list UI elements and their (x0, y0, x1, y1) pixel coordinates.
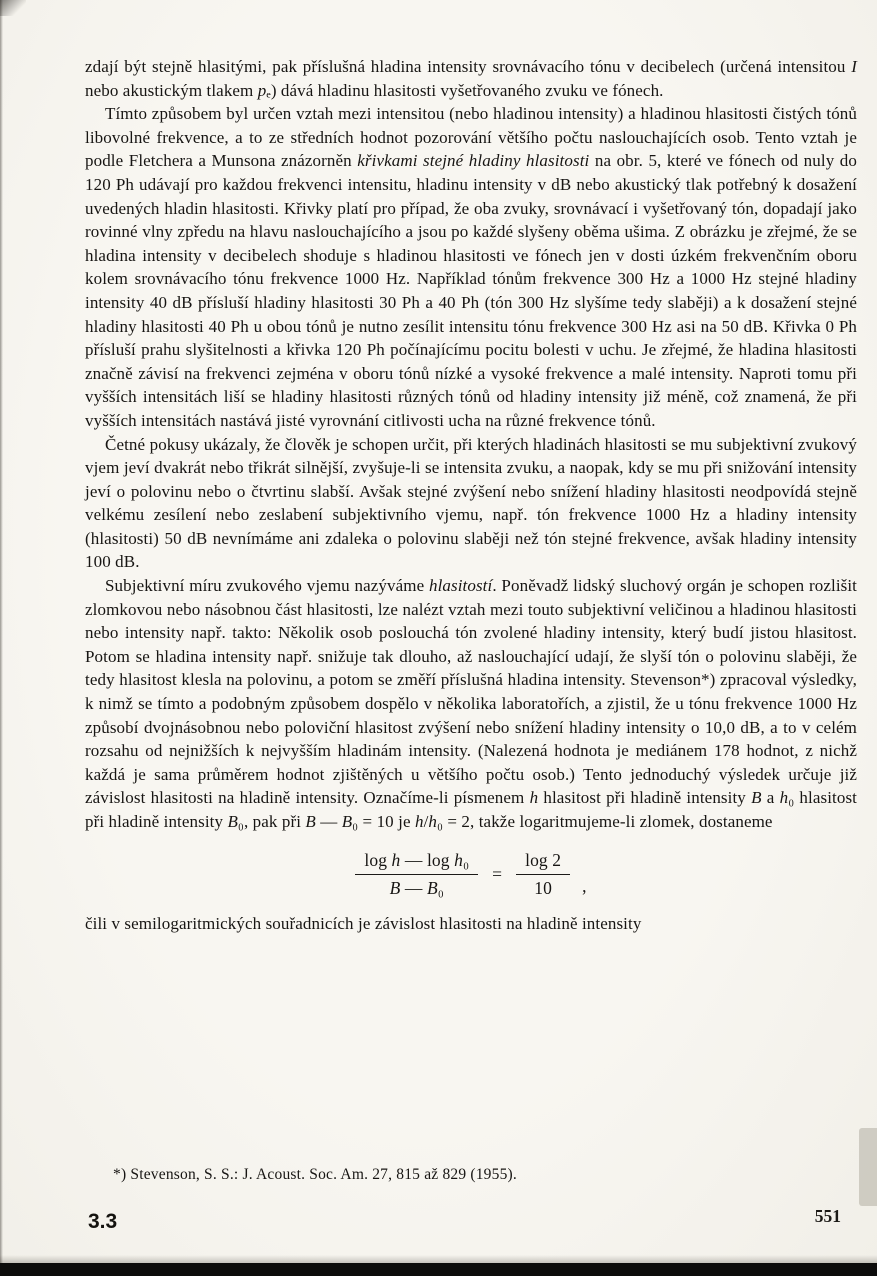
scan-smudge (859, 1128, 877, 1206)
paragraph-loudness-experiments: Četné pokusy ukázaly, že člověk je schopen určit, při kterých hladinách hlasitosti se mu subjektivní zvukový vjem jeví dvakrát nebo třikrát silnější, zvyšuje-li se intensita zvuku, a naopak, kdy se mu při snižování intensity jeví o polovinu nebo o čtvrtinu slabší. Avšak stejné zvýšení nebo snížení hladiny hlasitosti neodpovídá stejně velkému zesílení nebo zeslabení subjektivního vjemu, např. tón frekvence 1000 Hz a hladiny intensity (hlasitosti) 50 dB nevnímáme ani zdaleka o polovinu slaběji než tón stejné frekvence, avšak hladiny intensity 100 dB. (85, 434, 857, 572)
fraction-left-denominator: B — B₀ (389, 878, 444, 899)
fraction-right-numerator: log 2 (516, 850, 570, 876)
fraction-right-denominator: 10 (534, 878, 552, 899)
page-number: 551 (814, 1206, 841, 1226)
paragraph-after-formula: čili v semilogaritmických souřadnicích je závislost hlasitosti na hladině intensity (85, 914, 642, 934)
scan-edge-bottom (0, 1263, 877, 1276)
section-mark: 3.3 (88, 1210, 118, 1233)
fraction-left (355, 850, 478, 901)
scan-corner-shade (0, 0, 26, 16)
scan-edge-bottom-shadow (0, 1255, 877, 1263)
paragraph-equal-loudness-curves: Tímto způsobem byl určen vztah mezi intensitou (nebo hladinou intensity) a hladinou hlasitosti čistých tónů libovolné frekvence, a to ze středních hodnot pozorování většího počtu naslouchajících osob. Tento vztah je podle Fletchera a Munsona znázorněn křivkami stejné hladiny hlasitosti na obr. 5, které ve fónech od nuly do 120 Ph udávají pro každou frekvenci intensitu, hladinu intensity v dB nebo akustický tlak potřebný k dosažení uvedených hladin hlasitosti. Křivky platí pro případ, že oba zvuky, srovnávací i vyšetřovaný tón, dopadají jako rovinné vlny zpředu na hlavu naslouchajícího a jsou po každé slyšeny oběma ušima. Z obrázku je zřejmé, že se hladina intensity v decibelech shoduje s hladinou hlasitosti ve fónech jen v dosti úzkém frekvenčním oboru kolem srovnávacího tónu frekvence 1000 Hz. Například tónům frekvence 300 Hz a 1000 Hz stejné hladiny intensity 40 dB přísluší hladiny hlasitosti 30 Ph a 40 Ph (tón 300 Hz slyšíme tedy slaběji) a k dosažení stejné hladiny hlasitosti 40 Ph u obou tónů je nutno zesílit intensitu tónu frekvence 300 Hz asi na 50 dB. Křivka 0 Ph přísluší prahu slyšitelnosti a křivka 120 Ph počínajícímu pocitu bolesti v uchu. Je zřejmé, že hladina hlasitosti značně závisí na frekvenci zejména v oboru tónů nízké a vysoké frekvence a malé intensity. Naproti tomu při vyšších intensitách liší se hladiny hlasitosti různých tónů od hladiny intensity již méně, což znamená, že při vyšších intensitách nastává jisté vyrovnání citlivosti ucha na různé frekvence tónů. (85, 104, 857, 430)
formula-trailing-comma: , (582, 876, 587, 897)
fraction-right (516, 850, 570, 901)
body-text (85, 55, 857, 936)
fraction-left-numerator: log h — log h₀ (355, 850, 478, 876)
paragraph-subjective-loudness: Subjektivní míru zvukového vjemu nazýváme hlasitostí. Poněvadž lidský sluchový orgán je schopen rozlišit zlomkovou nebo násobnou část hlasitosti, lze nalézt vztah mezi touto subjektivní veličinou a hladinou hlasitosti nebo intensity např. takto: Několik osob poslouchá tón zvolené hladiny intensity, který budí jistou hlasitost. Potom se hladina intensity např. snižuje tak dlouho, až naslouchající udají, že slyší tón o polovinu slaběji, že tedy hlasitost klesla na polovinu, a potom se změří příslušná hladina intensity. Stevenson*) zpracoval výsledky, k nimž se tímto a podobným způsobem dospělo v několika laboratořích, a zjistil, že u tónu frekvence 1000 Hz způsobí dvojnásobnou nebo poloviční hlasitost zvýšení nebo snížení hladiny intensity o 10,0 dB, a to v celém rozsahu od nejnižších k nejvyšším hladinám intensity. (Nalezená hodnota je mediánem 178 hodnot, z nichž každá je sama průměrem hodnot zjištěných u většího počtu osob.) Tento jednoduchý výsledek určuje již závislost hlasitosti na hladině intensity. Označíme-li písmenem h hlasitost při hladině intensity B a h₀ hlasitost při hladině intensity B₀, pak při B — B₀ = 10 je h/h₀ = 2, takže logaritmujeme-li zlomek, dostaneme (85, 576, 857, 831)
scan-edge-left (0, 0, 3, 1276)
equals-sign: = (492, 864, 503, 885)
formula-log-ratio (85, 850, 857, 901)
footnote-stevenson-reference: *) Stevenson, S. S.: J. Acoust. Soc. Am. 27, 815 až 829 (1955). (113, 1166, 517, 1183)
paragraph-continuation: zdají být stejně hlasitými, pak příslušná hladina intensity srovnávacího tónu v decibelech (určená intensitou I nebo akustickým tlakem pₑ) dává hladinu hlasitosti vyšetřovaného zvuku ve fónech. (85, 57, 857, 100)
